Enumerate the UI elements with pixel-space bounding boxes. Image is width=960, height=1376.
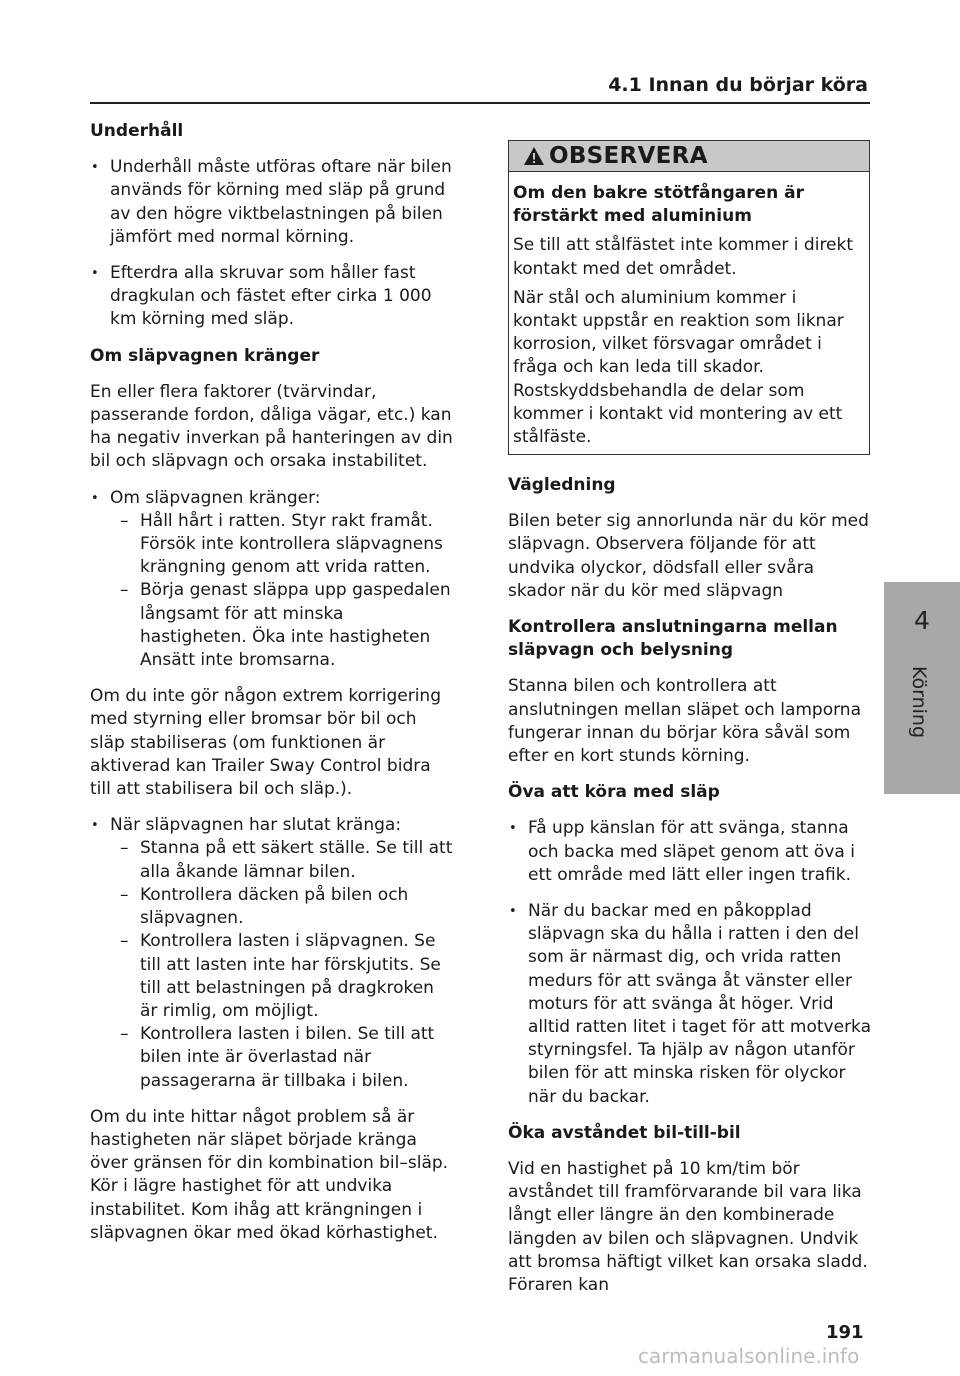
dash-item: – Kontrollera däcken på bilen och släpvagnen. xyxy=(120,884,455,930)
chapter-tab xyxy=(884,582,960,794)
chapter-label: Körning xyxy=(908,666,930,739)
page-number: 191 xyxy=(826,1322,864,1343)
paragraph: Stanna bilen och kontrollera att anslutningen mellan släpet och lamporna fungerar innan du börjar köra såväl som efter en kort stunds körning. xyxy=(508,676,861,767)
bullet-list xyxy=(90,487,455,673)
chapter-number: 4 xyxy=(914,606,930,635)
watermark: carmanualsonline.info xyxy=(638,1344,860,1368)
list-item: • Underhåll måste utföras oftare när bilen används för körning med släp på grund av den högre viktbelastningen på bilen jämfört med normal körning. xyxy=(90,156,455,249)
notice-heading: Om den bakre stötfångaren är förstärkt med aluminium xyxy=(513,183,805,227)
heading-kranger: Om släpvagnen kränger xyxy=(90,345,320,366)
heading-ova: Öva att köra med släp xyxy=(508,782,720,803)
paragraph: Om du inte hittar något problem så är hastigheten när släpet började kränga över gränsen för din kombination bil–släp. Kör i lägre hastighet för att undvika instabilitet. Kom ihåg att krängningen i släpvagnen ökar med ökad körhastighet. xyxy=(90,1106,449,1243)
list-item xyxy=(90,487,455,673)
paragraph: En eller flera faktorer (tvärvindar, passerande fordon, dåliga vägar, etc.) kan ha negativ inverkan på hanteringen av din bil och släpvagn och orsaka instabilitet. xyxy=(90,381,453,472)
list-item: • Få upp känslan för att svänga, stanna och backa med släpet genom att öva i ett område med lätt eller ingen trafik. xyxy=(508,817,872,887)
paragraph: Vid en hastighet på 10 km/tim bör avståndet till framförvarande bil vara lika långt eller längre än den kombinerade längden av bilen och släpvagnen. Undvik att bromsa häftigt vilket kan orsaka sladd. Föraren kan xyxy=(508,1159,868,1296)
bullet-list xyxy=(90,814,455,1092)
dash-item: – Kontrollera lasten i släpvagnen. Se till att lasten inte har förskjutits. Se till att belastningen på dragkroken är rimlig, om möjligt. xyxy=(120,930,455,1023)
page-header xyxy=(90,74,870,104)
heading-kontrollera: Kontrollera anslutningarna mellan släpvagn och belysning xyxy=(508,617,838,661)
bullet-list xyxy=(90,156,455,331)
warning-triangle-icon xyxy=(523,146,545,166)
notice-header xyxy=(509,141,869,172)
dash-item: – Kontrollera lasten i bilen. Se till att bilen inte är överlastad när passagerarna är tillbaka i bilen. xyxy=(120,1023,455,1093)
paragraph: Bilen beter sig annorlunda när du kör med släpvagn. Observera följande för att undvika olyckor, dödsfall eller svåra skador när du kör med släpvagn xyxy=(508,511,869,601)
dash-item: – Börja genast släppa upp gaspedalen långsamt för att minska hastigheten. Öka inte hastigheten Ansätt inte bromsarna. xyxy=(120,579,455,672)
notice-body xyxy=(509,172,869,449)
heading-vagledning: Vägledning xyxy=(508,475,616,495)
notice-paragraph: När stål och aluminium kommer i kontakt uppstår en reaktion som liknar korrosion, vilket försvagar området i fråga och kan leda till skador. Rostskyddsbehandla de delar som kommer i kontakt vid montering av ett stålfäste. xyxy=(513,287,844,448)
notice-title: OBSERVERA xyxy=(549,143,708,169)
section-title: 4.1 Innan du börjar köra xyxy=(608,74,868,96)
list-item-text: • Om släpvagnen kränger: xyxy=(110,487,321,508)
dash-item: – Stanna på ett säkert ställe. Se till att alla åkande lämnar bilen. xyxy=(120,837,455,883)
paragraph: Om du inte gör någon extrem korrigering med styrning eller bromsar bör bil och släp stabiliseras (om funktionen är aktiverad kan Trailer Sway Control bidra till att stabilisera bil och släp.). xyxy=(90,686,441,800)
heading-oka: Öka avståndet bil-till-bil xyxy=(508,1122,741,1143)
list-item: • Efterdra alla skruvar som håller fast dragkulan och fästet efter cirka 1 000 km körning med släp. xyxy=(90,262,455,332)
dash-list xyxy=(110,837,455,1092)
observera-notice xyxy=(508,140,870,455)
right-column xyxy=(508,474,872,1310)
notice-paragraph: Se till att stålfästet inte kommer i direkt kontakt med det området. xyxy=(513,235,854,279)
bullet-list xyxy=(508,817,872,1108)
list-item: • När du backar med en påkopplad släpvagn ska du hålla i ratten i den del som är närmast dig, och vrida ratten medurs för att svänga åt vänster eller moturs för att svänga åt höger. Vrid alltid ratten litet i taget för att motverka styrningsfel. Ta hjälp av någon utanför bilen för att minska risken för olyckor när du backar. xyxy=(508,900,872,1109)
dash-list xyxy=(110,510,455,672)
dash-item: – Håll hårt i ratten. Styr rakt framåt. Försök inte kontrollera släpvagnens krängning genom att vrida ratten. xyxy=(120,510,455,580)
left-column xyxy=(90,120,455,1258)
list-item xyxy=(90,814,455,1092)
heading-underhall: Underhåll xyxy=(90,121,184,141)
list-item-text: • När släpvagnen har slutat kränga: xyxy=(110,815,402,836)
